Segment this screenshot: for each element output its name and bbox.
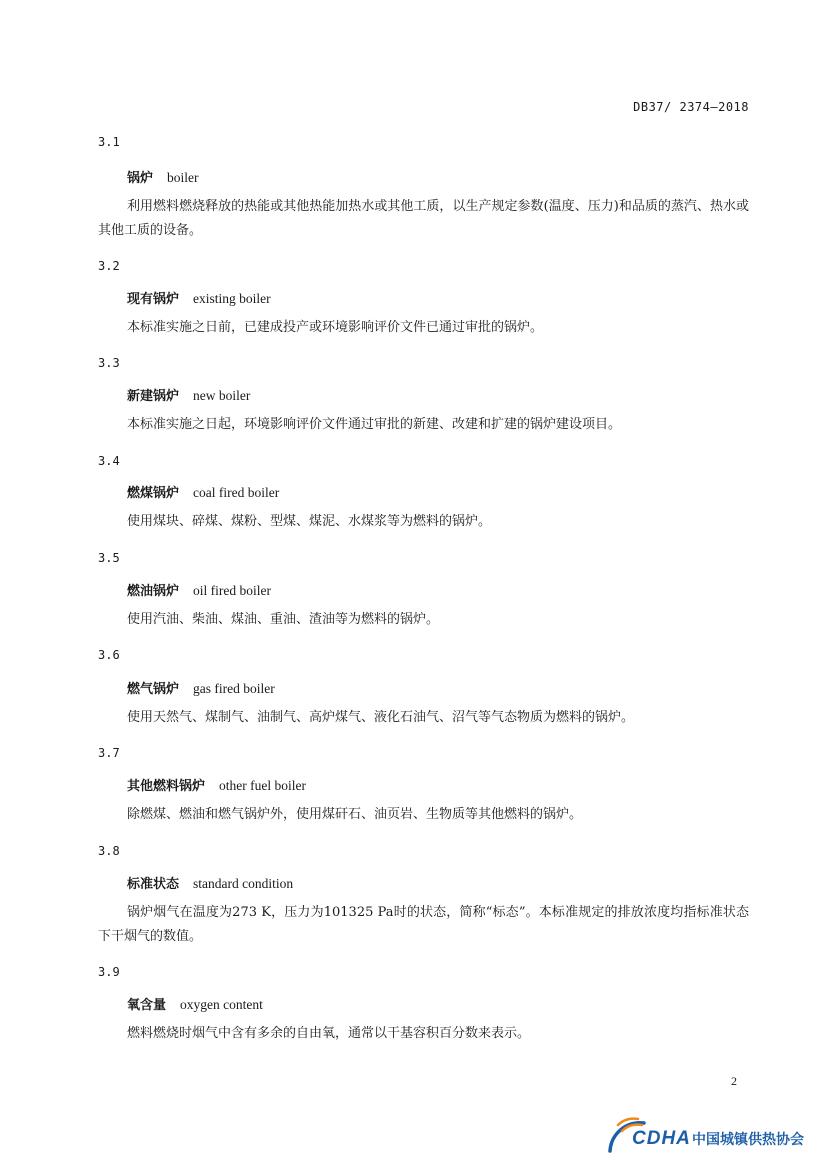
organization-name: 中国城镇供热协会 bbox=[692, 1132, 804, 1148]
term-definition: 使用汽油、柴油、煤油、重油、渣油等为燃料的锅炉。 bbox=[127, 612, 440, 627]
term-title-en: other fuel boiler bbox=[219, 778, 306, 793]
term-definition: 锅炉烟气在温度为273 K，压力为101325 Pa时的状态，简称“标态”。本标准规定的排放浓度均指标准状态下干烟气的数值。 bbox=[98, 905, 749, 944]
term-title bbox=[127, 288, 271, 307]
term-title-zh: 现有锅炉 bbox=[127, 292, 180, 307]
term-title-en: new boiler bbox=[193, 388, 251, 403]
footer-logo bbox=[604, 1113, 814, 1157]
term-number: 3.7 bbox=[98, 746, 120, 760]
page-number: 2 bbox=[731, 1074, 737, 1088]
term-title bbox=[127, 873, 293, 892]
term-title-en: oil fired boiler bbox=[193, 583, 271, 598]
term-title-en: standard condition bbox=[193, 876, 294, 891]
term-title-en: oxygen content bbox=[180, 997, 263, 1012]
term-number: 3.1 bbox=[98, 135, 120, 149]
term-title-zh: 锅炉 bbox=[127, 171, 154, 186]
term-title-zh: 氧含量 bbox=[127, 998, 167, 1013]
term-title-zh: 燃油锅炉 bbox=[127, 584, 180, 599]
logo-mark: CDHA bbox=[632, 1128, 691, 1149]
term-title-en: coal fired boiler bbox=[193, 485, 280, 500]
term-definition: 利用燃料燃烧释放的热能或其他热能加热水或其他工质，以生产规定参数(温度、压力)和品质的蒸汽、热水或其他工质的设备。 bbox=[98, 199, 749, 238]
term-definition: 本标准实施之日起，环境影响评价文件通过审批的新建、改建和扩建的锅炉建设项目。 bbox=[127, 417, 622, 432]
term-definition: 使用天然气、煤制气、油制气、高炉煤气、液化石油气、沼气等气态物质为燃料的锅炉。 bbox=[127, 710, 635, 725]
term-title-en: existing boiler bbox=[193, 291, 271, 306]
term-number: 3.5 bbox=[98, 551, 120, 565]
term-definition: 燃料燃烧时烟气中含有多余的自由氧，通常以干基容积百分数来表示。 bbox=[127, 1026, 531, 1041]
term-definition: 本标准实施之日前，已建成投产或环境影响评价文件已通过审批的锅炉。 bbox=[127, 320, 544, 335]
term-title bbox=[127, 385, 250, 404]
term-definition: 除燃煤、燃油和燃气锅炉外，使用煤矸石、油页岩、生物质等其他燃料的锅炉。 bbox=[127, 807, 583, 822]
term-number: 3.3 bbox=[98, 356, 120, 370]
term-title bbox=[127, 994, 263, 1013]
term-title-zh: 标准状态 bbox=[127, 877, 180, 892]
term-title bbox=[127, 580, 271, 599]
term-title bbox=[127, 167, 199, 186]
term-number: 3.4 bbox=[98, 454, 120, 468]
term-title-zh: 新建锅炉 bbox=[127, 389, 180, 404]
term-title-zh: 燃气锅炉 bbox=[127, 682, 180, 697]
term-title bbox=[127, 482, 279, 501]
term-title-zh: 其他燃料锅炉 bbox=[127, 779, 206, 794]
term-number: 3.2 bbox=[98, 259, 120, 273]
term-number: 3.6 bbox=[98, 648, 120, 662]
term-number: 3.8 bbox=[98, 844, 120, 858]
term-number: 3.9 bbox=[98, 965, 120, 979]
term-title bbox=[127, 775, 306, 794]
term-title-en: gas fired boiler bbox=[193, 681, 275, 696]
term-definition: 使用煤块、碎煤、煤粉、型煤、煤泥、水煤浆等为燃料的锅炉。 bbox=[127, 514, 492, 529]
term-title-zh: 燃煤锅炉 bbox=[127, 486, 180, 501]
document-code: DB37/ 2374—2018 bbox=[633, 100, 749, 114]
term-title-en: boiler bbox=[167, 170, 199, 185]
term-title bbox=[127, 678, 275, 697]
